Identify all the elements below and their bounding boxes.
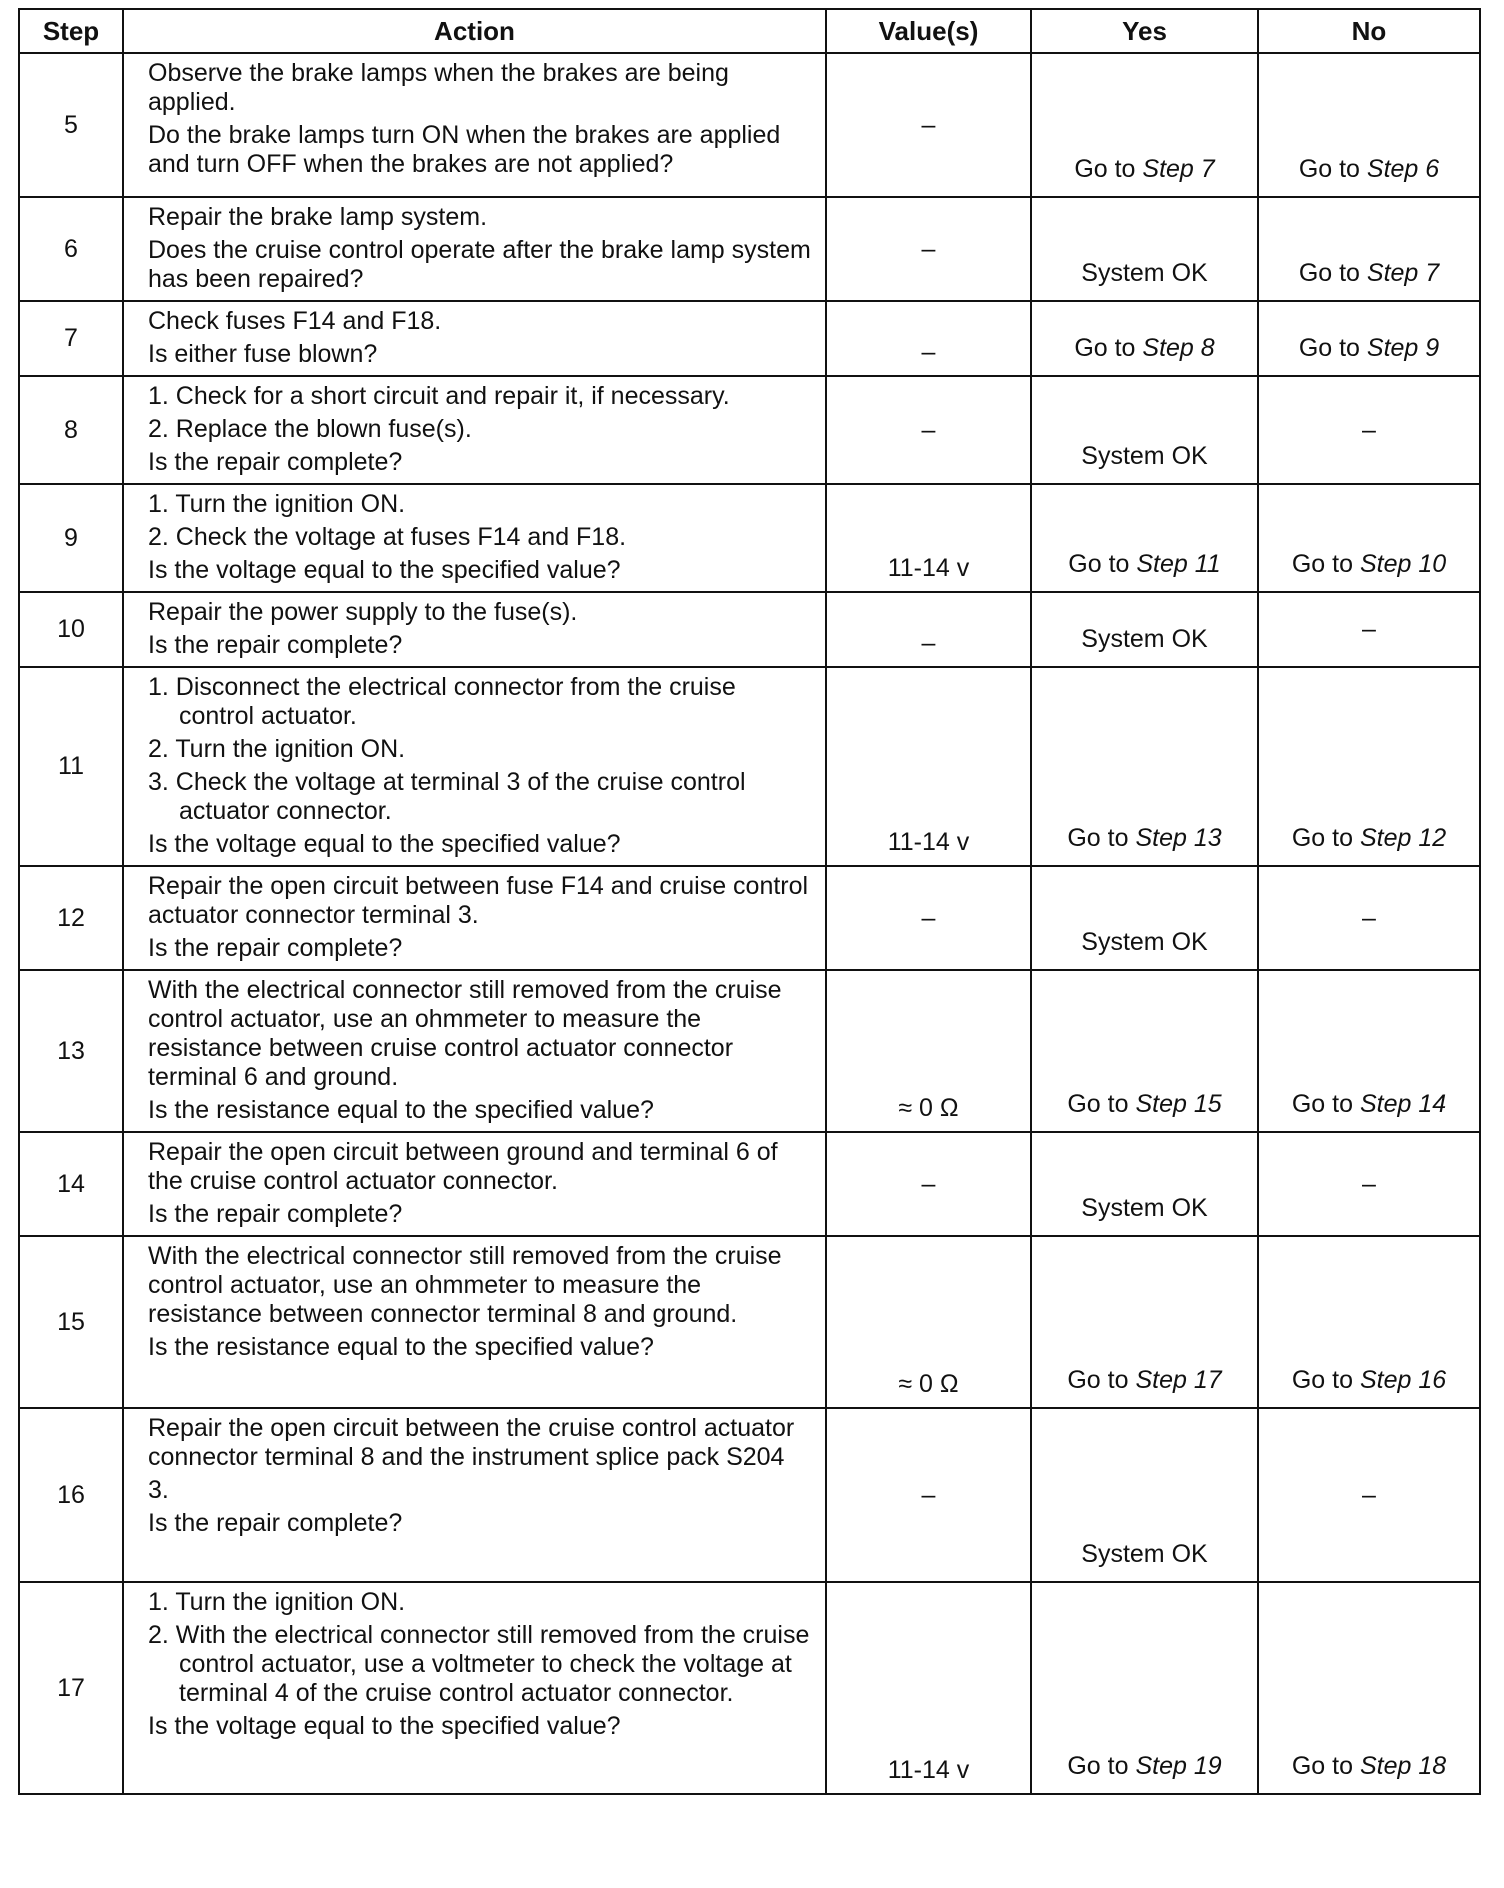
action-text: Is the voltage equal to the specified value? [148,830,621,858]
no-cell: – [1258,1408,1480,1582]
action-text: Is the repair complete? [148,934,403,962]
no-goto-prefix: Go to [1298,259,1367,287]
action-cell [123,866,826,970]
action-text: Is either fuse blown? [148,340,378,368]
no-cell: – [1258,592,1480,667]
action-cell [123,970,826,1132]
step-number: 17 [19,1582,123,1794]
no-cell [1258,53,1480,197]
yes-cell: System OK [1031,592,1258,667]
table-row [19,866,1480,970]
action-text: Is the repair complete? [148,448,403,476]
action-cell [123,1582,826,1794]
action-cell [123,301,826,376]
header-action: Action [123,9,826,53]
header-yes: Yes [1031,9,1258,53]
action-cell [123,1236,826,1408]
no-goto-step: Step 18 [1359,1752,1447,1780]
no-goto-prefix: Go to [1291,1366,1360,1394]
action-text: Repair the open circuit between fuse F14 and cruise control actuator connector terminal 3. [148,872,809,929]
action-text: 3. [148,1476,169,1504]
action-numbered-item: 1. Disconnect the electrical connector from the cruise control actuator. [148,673,736,730]
yes-goto-prefix: Go to [1074,334,1143,362]
yes-cell: System OK [1031,866,1258,970]
yes-goto-prefix: Go to [1067,824,1136,852]
yes-goto-step: Step 8 [1142,334,1215,362]
yes-goto-step: Step 19 [1135,1752,1222,1780]
no-goto-step: Step 6 [1366,155,1440,183]
yes-goto-prefix: Go to [1067,1366,1136,1394]
action-cell [123,1132,826,1236]
no-cell [1258,301,1480,376]
step-number: 10 [19,592,123,667]
yes-goto-step: Step 11 [1136,550,1221,578]
table-row [19,484,1480,592]
yes-goto-step: Step 17 [1135,1366,1222,1394]
no-goto-prefix: Go to [1291,1752,1360,1780]
header-step: Step [19,9,123,53]
yes-goto-step: Step 15 [1135,1090,1222,1118]
no-cell [1258,970,1480,1132]
action-numbered-item: 1. Turn the ignition ON. [148,490,406,518]
no-goto-prefix: Go to [1291,550,1360,578]
yes-cell [1031,484,1258,592]
yes-goto-prefix: Go to [1067,1752,1136,1780]
table-row [19,1582,1480,1794]
table-row [19,667,1480,866]
yes-cell [1031,1582,1258,1794]
yes-goto-prefix: Go to [1067,1090,1136,1118]
table-row [19,301,1480,376]
value-cell: – [826,1132,1031,1236]
action-text: Repair the open circuit between the cruise control actuator connector terminal 8 and the instrument splice pack S204 [148,1414,795,1471]
diagnostic-table-page [18,8,1479,1795]
action-numbered-item: 2. Turn the ignition ON. [148,735,406,763]
yes-goto-step: Step 7 [1142,155,1215,183]
value-cell: 11-14 v [826,1582,1031,1794]
action-cell [123,376,826,484]
action-text: Is the voltage equal to the specified value? [148,1712,621,1740]
action-text: Is the voltage equal to the specified value? [148,556,621,584]
step-number: 9 [19,484,123,592]
header-row [19,9,1480,53]
table-row [19,197,1480,301]
step-number: 6 [19,197,123,301]
yes-goto-prefix: Go to [1074,155,1143,183]
no-goto-prefix: Go to [1298,155,1367,183]
table-row [19,592,1480,667]
no-goto-step: Step 7 [1366,259,1440,287]
action-text: With the electrical connector still removed from the cruise control actuator, use an ohmmeter to measure the resistance between connector terminal 8 and ground. [148,1242,782,1328]
no-cell [1258,1236,1480,1408]
step-number: 5 [19,53,123,197]
step-number: 7 [19,301,123,376]
action-cell [123,484,826,592]
value-cell: – [826,866,1031,970]
yes-cell [1031,667,1258,866]
yes-cell [1031,301,1258,376]
header-values: Value(s) [826,9,1031,53]
yes-goto-prefix: Go to [1068,550,1137,578]
no-cell [1258,484,1480,592]
header-no: No [1258,9,1480,53]
table-row [19,1408,1480,1582]
no-goto-step: Step 10 [1359,550,1447,578]
action-text: Is the repair complete? [148,1509,403,1537]
action-text: Repair the open circuit between ground and terminal 6 of the cruise control actuator connector. [148,1138,778,1195]
action-text: Is the resistance equal to the specified value? [148,1096,654,1124]
yes-cell: System OK [1031,376,1258,484]
no-cell: – [1258,866,1480,970]
action-text: Does the cruise control operate after the brake lamp system has been repaired? [148,236,811,293]
value-cell: – [826,197,1031,301]
action-text: Check fuses F14 and F18. [148,307,442,335]
no-goto-step: Step 12 [1359,824,1447,852]
no-goto-prefix: Go to [1291,824,1360,852]
value-cell: – [826,53,1031,197]
table-row [19,53,1480,197]
step-number: 15 [19,1236,123,1408]
table-row [19,970,1480,1132]
value-cell: ≈ 0 Ω [826,970,1031,1132]
no-goto-step: Step 16 [1359,1366,1447,1394]
step-number: 12 [19,866,123,970]
action-cell [123,592,826,667]
yes-cell: System OK [1031,1408,1258,1582]
action-text: Repair the power supply to the fuse(s). [148,598,578,626]
yes-cell [1031,1236,1258,1408]
diagnostic-table [18,8,1481,1795]
step-number: 13 [19,970,123,1132]
action-cell [123,1408,826,1582]
action-text: Is the resistance equal to the specified value? [148,1333,654,1361]
yes-cell [1031,970,1258,1132]
no-cell: – [1258,1132,1480,1236]
action-numbered-item: 3. Check the voltage at terminal 3 of the cruise control actuator connector. [148,768,746,825]
step-number: 14 [19,1132,123,1236]
action-numbered-item: 1. Turn the ignition ON. [148,1588,406,1616]
value-cell: – [826,592,1031,667]
value-cell: – [826,376,1031,484]
action-text: Observe the brake lamps when the brakes are being applied. [148,59,729,116]
step-number: 16 [19,1408,123,1582]
no-goto-prefix: Go to [1298,334,1367,362]
action-numbered-item: 1. Check for a short circuit and repair it, if necessary. [148,382,730,410]
yes-cell: System OK [1031,197,1258,301]
yes-cell: System OK [1031,1132,1258,1236]
no-cell [1258,1582,1480,1794]
table-row [19,1132,1480,1236]
no-goto-step: Step 14 [1359,1090,1447,1118]
table-row [19,1236,1480,1408]
action-cell [123,667,826,866]
value-cell: – [826,301,1031,376]
value-cell: – [826,1408,1031,1582]
step-number: 8 [19,376,123,484]
action-cell [123,197,826,301]
action-text: Do the brake lamps turn ON when the brakes are applied and turn OFF when the brakes are not applied? [148,121,781,178]
no-cell: – [1258,376,1480,484]
action-cell [123,53,826,197]
action-numbered-item: 2. Check the voltage at fuses F14 and F18. [148,523,627,551]
no-goto-step: Step 9 [1366,334,1440,362]
action-text: Is the repair complete? [148,631,403,659]
no-cell [1258,197,1480,301]
action-text: With the electrical connector still removed from the cruise control actuator, use an ohmmeter to measure the resistance between cruise control actuator connector terminal 6 and ground. [148,976,782,1091]
value-cell: ≈ 0 Ω [826,1236,1031,1408]
action-numbered-item: 2. Replace the blown fuse(s). [148,415,472,443]
value-cell: 11-14 v [826,667,1031,866]
action-numbered-item: 2. With the electrical connector still removed from the cruise control actuator, use a voltmeter to check the voltage at terminal 4 of the cruise control actuator connector. [148,1621,810,1707]
no-cell [1258,667,1480,866]
table-row [19,376,1480,484]
step-number: 11 [19,667,123,866]
yes-cell [1031,53,1258,197]
action-text: Repair the brake lamp system. [148,203,488,231]
value-cell: 11-14 v [826,484,1031,592]
no-goto-prefix: Go to [1291,1090,1360,1118]
yes-goto-step: Step 13 [1135,824,1222,852]
action-text: Is the repair complete? [148,1200,403,1228]
